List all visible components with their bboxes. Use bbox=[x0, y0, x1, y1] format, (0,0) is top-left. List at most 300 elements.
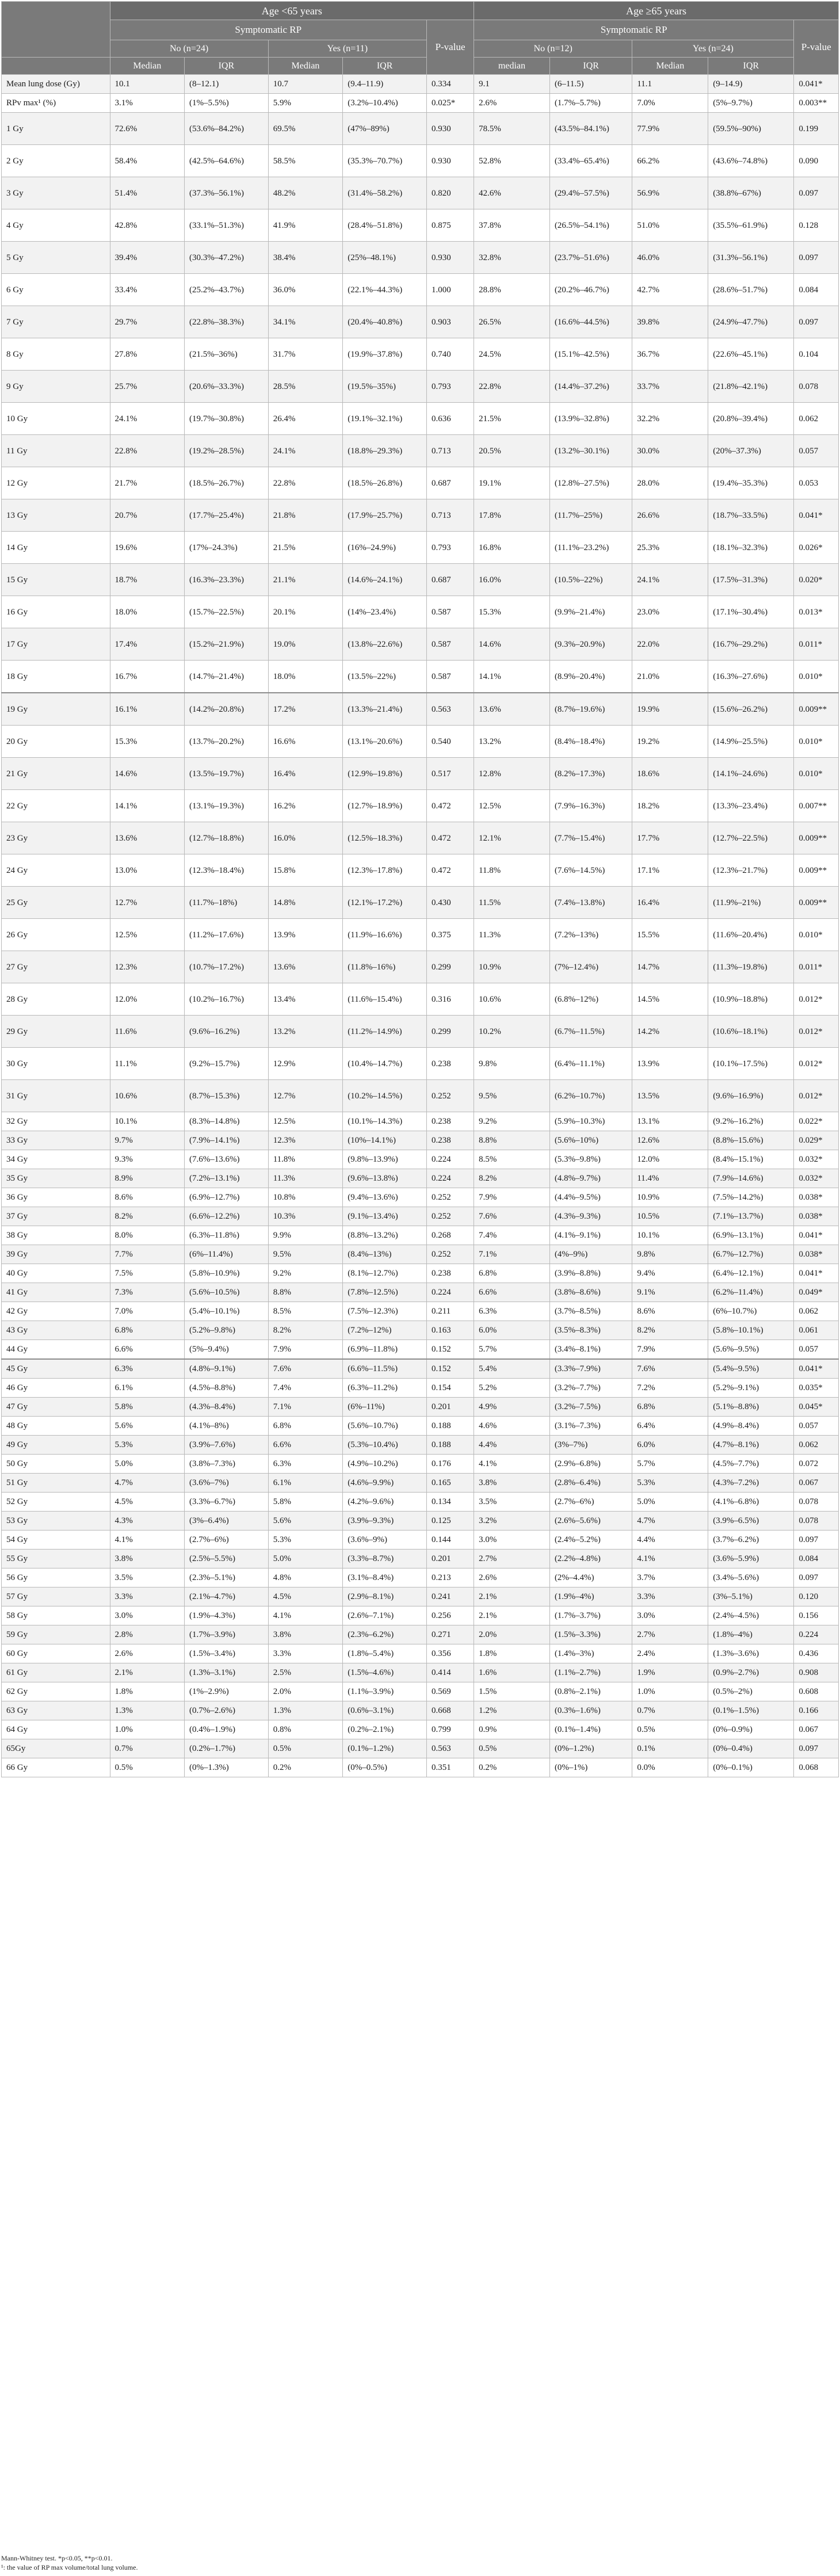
iqr-cell: (7.9%–14.6%) bbox=[708, 1169, 794, 1188]
iqr-cell: (7.8%–12.5%) bbox=[343, 1283, 427, 1302]
median-cell: 2.1% bbox=[474, 1606, 550, 1625]
iqr-cell: (6.6%–12.2%) bbox=[185, 1207, 269, 1226]
iqr-cell: (1%–2.9%) bbox=[185, 1682, 269, 1701]
median-cell: 10.6% bbox=[110, 1080, 185, 1112]
median-cell: 3.3% bbox=[110, 1587, 185, 1606]
iqr-cell: (7.7%–15.4%) bbox=[549, 822, 632, 854]
p-value-cell: 0.608 bbox=[794, 1682, 839, 1701]
median-cell: 8.6% bbox=[632, 1302, 708, 1321]
median-cell: 48.2% bbox=[268, 177, 343, 209]
iqr-cell: (21.8%–42.1%) bbox=[708, 371, 794, 403]
iqr-cell: (3.6%–9%) bbox=[343, 1531, 427, 1550]
iqr-cell: (6.4%–12.1%) bbox=[708, 1264, 794, 1283]
iqr-cell: (15.7%–22.5%) bbox=[185, 596, 269, 628]
p-value-cell: 0.078 bbox=[794, 371, 839, 403]
median-cell: 9.8% bbox=[474, 1048, 550, 1080]
median-cell: 42.8% bbox=[110, 209, 185, 242]
median-cell: 12.5% bbox=[268, 1112, 343, 1131]
iqr-cell: (5.6%–10.5%) bbox=[185, 1283, 269, 1302]
iqr-cell: (35.5%–61.9%) bbox=[708, 209, 794, 242]
p-value-header-lt65: P-value bbox=[426, 20, 474, 75]
median-cell: 16.0% bbox=[268, 822, 343, 854]
median-cell: 8.2% bbox=[632, 1321, 708, 1340]
table-row bbox=[2, 435, 839, 467]
table-row bbox=[2, 1663, 839, 1682]
p-value-cell: 0.793 bbox=[426, 371, 474, 403]
iqr-cell: (4.7%–8.1%) bbox=[708, 1436, 794, 1455]
p-value-cell: 0.020* bbox=[794, 564, 839, 596]
median-cell: 10.8% bbox=[268, 1188, 343, 1207]
p-value-cell: 0.072 bbox=[794, 1455, 839, 1474]
iqr-cell: (6–11.5) bbox=[549, 75, 632, 94]
p-value-cell: 0.224 bbox=[426, 1169, 474, 1188]
median-cell: 3.3% bbox=[268, 1644, 343, 1663]
p-value-cell: 0.057 bbox=[794, 1340, 839, 1360]
iqr-cell: (0%–0.9%) bbox=[708, 1720, 794, 1739]
median-cell: 21.5% bbox=[474, 403, 550, 435]
median-cell: 12.3% bbox=[110, 951, 185, 983]
median-cell: 12.6% bbox=[632, 1131, 708, 1150]
iqr-cell: (6%–10.7%) bbox=[708, 1302, 794, 1321]
p-value-cell: 0.569 bbox=[426, 1682, 474, 1701]
p-value-cell: 0.011* bbox=[794, 951, 839, 983]
iqr-cell: (3.7%–8.5%) bbox=[549, 1302, 632, 1321]
median-cell: 20.5% bbox=[474, 435, 550, 467]
corner-cell bbox=[2, 2, 110, 20]
median-header: Median bbox=[268, 58, 343, 75]
iqr-cell: (8.7%–19.6%) bbox=[549, 693, 632, 726]
p-value-cell: 0.213 bbox=[426, 1569, 474, 1587]
iqr-header: IQR bbox=[708, 58, 794, 75]
iqr-cell: (1.7%–5.7%) bbox=[549, 94, 632, 113]
iqr-cell: (4.1%–9.1%) bbox=[549, 1226, 632, 1245]
median-cell: 19.1% bbox=[474, 467, 550, 499]
p-value-cell: 0.084 bbox=[794, 1550, 839, 1569]
iqr-cell: (3.2%–7.5%) bbox=[549, 1398, 632, 1417]
median-cell: 4.1% bbox=[268, 1606, 343, 1625]
row-label: 26 Gy bbox=[2, 919, 110, 951]
iqr-cell: (3.1%–7.3%) bbox=[549, 1417, 632, 1436]
median-cell: 12.0% bbox=[632, 1150, 708, 1169]
median-cell: 7.1% bbox=[474, 1245, 550, 1264]
table-notes bbox=[1, 2554, 138, 2572]
iqr-cell: (1.5%–4.6%) bbox=[343, 1663, 427, 1682]
median-cell: 12.1% bbox=[474, 822, 550, 854]
iqr-cell: (3.2%–7.7%) bbox=[549, 1379, 632, 1398]
iqr-cell: (8.4%–15.1%) bbox=[708, 1150, 794, 1169]
iqr-cell: (3.7%–6.2%) bbox=[708, 1531, 794, 1550]
table-row bbox=[2, 1436, 839, 1455]
iqr-cell: (7.5%–12.3%) bbox=[343, 1302, 427, 1321]
median-cell: 0.7% bbox=[632, 1701, 708, 1720]
iqr-cell: (10.2%–14.5%) bbox=[343, 1080, 427, 1112]
iqr-cell: (4.5%–7.7%) bbox=[708, 1455, 794, 1474]
p-value-cell: 0.010* bbox=[794, 726, 839, 758]
median-cell: 7.6% bbox=[474, 1207, 550, 1226]
median-cell: 7.9% bbox=[632, 1340, 708, 1360]
iqr-cell: (12.3%–17.8%) bbox=[343, 854, 427, 887]
iqr-cell: (19.4%–35.3%) bbox=[708, 467, 794, 499]
iqr-cell: (10%–14.1%) bbox=[343, 1131, 427, 1150]
iqr-cell: (13.8%–22.6%) bbox=[343, 628, 427, 661]
p-value-cell: 0.238 bbox=[426, 1131, 474, 1150]
row-label: 36 Gy bbox=[2, 1188, 110, 1207]
median-cell: 0.2% bbox=[474, 1758, 550, 1777]
table-row bbox=[2, 951, 839, 983]
iqr-cell: (5.4%–10.1%) bbox=[185, 1302, 269, 1321]
age-lt65-header: Age <65 years bbox=[110, 2, 474, 20]
p-value-cell: 1.000 bbox=[426, 274, 474, 306]
table-row bbox=[2, 790, 839, 822]
median-cell: 3.8% bbox=[474, 1474, 550, 1493]
iqr-cell: (0.2%–2.1%) bbox=[343, 1720, 427, 1739]
median-cell: 24.5% bbox=[474, 338, 550, 371]
median-cell: 30.0% bbox=[632, 435, 708, 467]
p-value-cell: 0.125 bbox=[426, 1512, 474, 1531]
table-row bbox=[2, 499, 839, 532]
median-cell: 5.8% bbox=[268, 1493, 343, 1512]
iqr-cell: (7.6%–13.6%) bbox=[185, 1150, 269, 1169]
iqr-cell: (0.6%–3.1%) bbox=[343, 1701, 427, 1720]
iqr-cell: (4.6%–9.9%) bbox=[343, 1474, 427, 1493]
median-cell: 10.2% bbox=[474, 1016, 550, 1048]
median-cell: 10.5% bbox=[632, 1207, 708, 1226]
iqr-cell: (0%–1%) bbox=[549, 1758, 632, 1777]
p-value-cell: 0.062 bbox=[794, 1302, 839, 1321]
median-cell: 17.1% bbox=[632, 854, 708, 887]
iqr-cell: (9.6%–16.2%) bbox=[185, 1016, 269, 1048]
median-cell: 6.6% bbox=[110, 1340, 185, 1360]
median-cell: 12.9% bbox=[268, 1048, 343, 1080]
iqr-cell: (0.1%–1.5%) bbox=[708, 1701, 794, 1720]
iqr-cell: (2.6%–7.1%) bbox=[343, 1606, 427, 1625]
p-value-cell: 0.154 bbox=[426, 1379, 474, 1398]
iqr-cell: (1.7%–3.7%) bbox=[549, 1606, 632, 1625]
iqr-cell: (47%–89%) bbox=[343, 113, 427, 145]
p-value-cell: 0.009** bbox=[794, 854, 839, 887]
median-cell: 2.4% bbox=[632, 1644, 708, 1663]
p-value-cell: 0.156 bbox=[794, 1606, 839, 1625]
lt65-no-header: No (n=24) bbox=[110, 40, 268, 58]
p-value-cell: 0.587 bbox=[426, 661, 474, 693]
iqr-cell: (15.6%–26.2%) bbox=[708, 693, 794, 726]
iqr-cell: (7.2%–13.1%) bbox=[185, 1169, 269, 1188]
median-cell: 16.1% bbox=[110, 693, 185, 726]
median-cell: 36.0% bbox=[268, 274, 343, 306]
iqr-cell: (25.2%–43.7%) bbox=[185, 274, 269, 306]
iqr-cell: (10.5%–22%) bbox=[549, 564, 632, 596]
median-cell: 6.1% bbox=[268, 1474, 343, 1493]
iqr-cell: (4.3%–7.2%) bbox=[708, 1474, 794, 1493]
iqr-cell: (13.1%–20.6%) bbox=[343, 726, 427, 758]
iqr-cell: (7.2%–13%) bbox=[549, 919, 632, 951]
median-cell: 3.8% bbox=[110, 1550, 185, 1569]
median-cell: 14.6% bbox=[110, 758, 185, 790]
row-label: 56 Gy bbox=[2, 1569, 110, 1587]
median-cell: 6.0% bbox=[474, 1321, 550, 1340]
iqr-cell: (7.2%–12%) bbox=[343, 1321, 427, 1340]
iqr-cell: (4.1%–6.8%) bbox=[708, 1493, 794, 1512]
row-label: 49 Gy bbox=[2, 1436, 110, 1455]
p-value-cell: 0.152 bbox=[426, 1359, 474, 1379]
median-cell: 0.5% bbox=[268, 1739, 343, 1758]
iqr-cell: (13.9%–32.8%) bbox=[549, 403, 632, 435]
iqr-cell: (19.9%–37.8%) bbox=[343, 338, 427, 371]
median-cell: 0.9% bbox=[474, 1720, 550, 1739]
row-label: 63 Gy bbox=[2, 1701, 110, 1720]
median-cell: 20.1% bbox=[268, 596, 343, 628]
median-cell: 6.8% bbox=[268, 1417, 343, 1436]
p-value-cell: 0.062 bbox=[794, 1436, 839, 1455]
table-row bbox=[2, 564, 839, 596]
iqr-cell: (16%–24.9%) bbox=[343, 532, 427, 564]
median-cell: 3.2% bbox=[474, 1512, 550, 1531]
iqr-cell: (16.7%–29.2%) bbox=[708, 628, 794, 661]
table-row bbox=[2, 726, 839, 758]
median-cell: 3.0% bbox=[110, 1606, 185, 1625]
row-label: 38 Gy bbox=[2, 1226, 110, 1245]
median-cell: 4.5% bbox=[268, 1587, 343, 1606]
median-cell: 69.5% bbox=[268, 113, 343, 145]
iqr-cell: (14.7%–21.4%) bbox=[185, 661, 269, 693]
p-value-cell: 0.188 bbox=[426, 1417, 474, 1436]
median-header: median bbox=[474, 58, 550, 75]
table-row bbox=[2, 1644, 839, 1663]
row-label: 40 Gy bbox=[2, 1264, 110, 1283]
row-label: 15 Gy bbox=[2, 564, 110, 596]
iqr-cell: (6.3%–11.8%) bbox=[185, 1226, 269, 1245]
p-value-cell: 0.078 bbox=[794, 1493, 839, 1512]
iqr-cell: (10.7%–17.2%) bbox=[185, 951, 269, 983]
median-cell: 6.3% bbox=[474, 1302, 550, 1321]
median-cell: 32.8% bbox=[474, 242, 550, 274]
table-row bbox=[2, 1701, 839, 1720]
iqr-cell: (4.3%–8.4%) bbox=[185, 1398, 269, 1417]
median-cell: 42.6% bbox=[474, 177, 550, 209]
median-cell: 0.5% bbox=[474, 1739, 550, 1758]
iqr-cell: (43.5%–84.1%) bbox=[549, 113, 632, 145]
iqr-cell: (2.9%–6.8%) bbox=[549, 1455, 632, 1474]
iqr-cell: (15.1%–42.5%) bbox=[549, 338, 632, 371]
p-value-cell: 0.041* bbox=[794, 75, 839, 94]
median-cell: 6.6% bbox=[268, 1436, 343, 1455]
p-value-cell: 0.041* bbox=[794, 499, 839, 532]
p-value-cell: 0.097 bbox=[794, 1531, 839, 1550]
iqr-cell: (13.5%–19.7%) bbox=[185, 758, 269, 790]
table-row bbox=[2, 274, 839, 306]
median-cell: 5.8% bbox=[110, 1398, 185, 1417]
corner-cell bbox=[2, 20, 110, 40]
p-value-cell: 0.011* bbox=[794, 628, 839, 661]
median-cell: 1.8% bbox=[474, 1644, 550, 1663]
median-cell: 13.5% bbox=[632, 1080, 708, 1112]
iqr-cell: (19.5%–35%) bbox=[343, 371, 427, 403]
iqr-cell: (31.4%–58.2%) bbox=[343, 177, 427, 209]
iqr-cell: (7.9%–16.3%) bbox=[549, 790, 632, 822]
iqr-cell: (2.5%–5.5%) bbox=[185, 1550, 269, 1569]
median-cell: 18.0% bbox=[110, 596, 185, 628]
p-value-cell: 0.224 bbox=[426, 1150, 474, 1169]
row-label: 61 Gy bbox=[2, 1663, 110, 1682]
median-cell: 2.5% bbox=[268, 1663, 343, 1682]
p-value-cell: 0.211 bbox=[426, 1302, 474, 1321]
median-cell: 16.7% bbox=[110, 661, 185, 693]
p-value-cell: 0.012* bbox=[794, 1080, 839, 1112]
median-cell: 21.8% bbox=[268, 499, 343, 532]
iqr-cell: (9.3%–20.9%) bbox=[549, 628, 632, 661]
row-label: 52 Gy bbox=[2, 1493, 110, 1512]
median-cell: 6.8% bbox=[110, 1321, 185, 1340]
median-cell: 11.6% bbox=[110, 1016, 185, 1048]
median-cell: 19.9% bbox=[632, 693, 708, 726]
table-row bbox=[2, 596, 839, 628]
median-cell: 16.0% bbox=[474, 564, 550, 596]
median-cell: 15.5% bbox=[632, 919, 708, 951]
median-cell: 7.9% bbox=[268, 1340, 343, 1360]
median-cell: 3.5% bbox=[110, 1569, 185, 1587]
table-row bbox=[2, 1569, 839, 1587]
iqr-cell: (5.1%–8.8%) bbox=[708, 1398, 794, 1417]
median-cell: 7.0% bbox=[110, 1302, 185, 1321]
p-value-cell: 0.740 bbox=[426, 338, 474, 371]
p-value-cell: 0.241 bbox=[426, 1587, 474, 1606]
median-cell: 1.6% bbox=[474, 1663, 550, 1682]
iqr-cell: (6%–11%) bbox=[343, 1398, 427, 1417]
median-cell: 17.4% bbox=[110, 628, 185, 661]
table-row bbox=[2, 1587, 839, 1606]
p-value-cell: 0.166 bbox=[794, 1701, 839, 1720]
median-cell: 6.1% bbox=[110, 1379, 185, 1398]
note-rpv-definition: ¹: the value of RP max volume/total lung volume. bbox=[1, 2563, 138, 2571]
iqr-cell: (2%–4.4%) bbox=[549, 1569, 632, 1587]
median-cell: 11.8% bbox=[474, 854, 550, 887]
iqr-cell: (12.7%–18.9%) bbox=[343, 790, 427, 822]
median-cell: 9.2% bbox=[474, 1112, 550, 1131]
median-cell: 14.2% bbox=[632, 1016, 708, 1048]
p-value-cell: 0.067 bbox=[794, 1474, 839, 1493]
median-cell: 17.2% bbox=[268, 693, 343, 726]
median-cell: 4.3% bbox=[110, 1512, 185, 1531]
row-label: 27 Gy bbox=[2, 951, 110, 983]
iqr-cell: (5%–9.7%) bbox=[708, 94, 794, 113]
p-value-cell: 0.032* bbox=[794, 1150, 839, 1169]
median-cell: 7.3% bbox=[110, 1283, 185, 1302]
iqr-cell: (4.8%–9.1%) bbox=[185, 1359, 269, 1379]
p-value-cell: 0.104 bbox=[794, 338, 839, 371]
row-label: 2 Gy bbox=[2, 145, 110, 177]
table-row bbox=[2, 371, 839, 403]
iqr-cell: (9.2%–15.7%) bbox=[185, 1048, 269, 1080]
iqr-cell: (6.2%–10.7%) bbox=[549, 1080, 632, 1112]
iqr-cell: (10.1%–17.5%) bbox=[708, 1048, 794, 1080]
row-label: 35 Gy bbox=[2, 1169, 110, 1188]
iqr-cell: (8.8%–15.6%) bbox=[708, 1131, 794, 1150]
median-cell: 10.9% bbox=[632, 1188, 708, 1207]
iqr-cell: (29.4%–57.5%) bbox=[549, 177, 632, 209]
median-cell: 14.6% bbox=[474, 628, 550, 661]
table-row bbox=[2, 1398, 839, 1417]
row-label: 6 Gy bbox=[2, 274, 110, 306]
row-label: 16 Gy bbox=[2, 596, 110, 628]
iqr-cell: (1%–5.5%) bbox=[185, 94, 269, 113]
row-label: 13 Gy bbox=[2, 499, 110, 532]
row-label: 53 Gy bbox=[2, 1512, 110, 1531]
p-value-cell: 0.010* bbox=[794, 919, 839, 951]
median-cell: 4.5% bbox=[110, 1493, 185, 1512]
median-cell: 3.8% bbox=[268, 1625, 343, 1644]
iqr-cell: (4.4%–9.5%) bbox=[549, 1188, 632, 1207]
p-value-cell: 0.188 bbox=[426, 1436, 474, 1455]
p-value-cell: 0.032* bbox=[794, 1169, 839, 1188]
median-cell: 16.8% bbox=[474, 532, 550, 564]
row-label: 24 Gy bbox=[2, 854, 110, 887]
median-cell: 0.0% bbox=[632, 1758, 708, 1777]
iqr-cell: (9.4–11.9) bbox=[343, 75, 427, 94]
iqr-cell: (0.3%–1.6%) bbox=[549, 1701, 632, 1720]
iqr-cell: (33.1%–51.3%) bbox=[185, 209, 269, 242]
iqr-cell: (3.6%–7%) bbox=[185, 1474, 269, 1493]
table-row bbox=[2, 177, 839, 209]
table-row bbox=[2, 1080, 839, 1112]
p-value-cell: 0.010* bbox=[794, 661, 839, 693]
median-cell: 34.1% bbox=[268, 306, 343, 338]
median-cell: 29.7% bbox=[110, 306, 185, 338]
iqr-cell: (3.8%–7.3%) bbox=[185, 1455, 269, 1474]
median-cell: 12.5% bbox=[110, 919, 185, 951]
iqr-cell: (22.1%–44.3%) bbox=[343, 274, 427, 306]
p-value-cell: 0.009** bbox=[794, 887, 839, 919]
p-value-cell: 0.165 bbox=[426, 1474, 474, 1493]
row-label: 62 Gy bbox=[2, 1682, 110, 1701]
median-cell: 4.8% bbox=[268, 1569, 343, 1587]
iqr-cell: (2.1%–4.7%) bbox=[185, 1587, 269, 1606]
iqr-cell: (9.6%–13.8%) bbox=[343, 1169, 427, 1188]
table-row bbox=[2, 113, 839, 145]
iqr-cell: (8.9%–20.4%) bbox=[549, 661, 632, 693]
iqr-cell: (0%–0.1%) bbox=[708, 1758, 794, 1777]
median-cell: 8.2% bbox=[474, 1169, 550, 1188]
median-cell: 8.2% bbox=[110, 1207, 185, 1226]
note-statistics: Mann-Whitney test. *p<0.05, **p<0.01. bbox=[1, 2554, 113, 2562]
iqr-cell: (2.9%–8.1%) bbox=[343, 1587, 427, 1606]
table-row bbox=[2, 532, 839, 564]
iqr-cell: (23.7%–51.6%) bbox=[549, 242, 632, 274]
iqr-cell: (0.5%–2%) bbox=[708, 1682, 794, 1701]
p-value-cell: 0.201 bbox=[426, 1398, 474, 1417]
table-row bbox=[2, 1625, 839, 1644]
iqr-cell: (5.8%–10.9%) bbox=[185, 1264, 269, 1283]
iqr-cell: (38.8%–67%) bbox=[708, 177, 794, 209]
row-label: 64 Gy bbox=[2, 1720, 110, 1739]
table-row bbox=[2, 1417, 839, 1436]
median-cell: 13.6% bbox=[474, 693, 550, 726]
ge65-no-header: No (n=12) bbox=[474, 40, 632, 58]
iqr-cell: (20.2%–46.7%) bbox=[549, 274, 632, 306]
median-cell: 26.5% bbox=[474, 306, 550, 338]
p-value-cell: 0.334 bbox=[426, 75, 474, 94]
median-cell: 22.0% bbox=[632, 628, 708, 661]
row-label: 45 Gy bbox=[2, 1359, 110, 1379]
iqr-cell: (0%–0.5%) bbox=[343, 1758, 427, 1777]
p-value-cell: 0.875 bbox=[426, 209, 474, 242]
median-cell: 4.6% bbox=[474, 1417, 550, 1436]
median-cell: 37.8% bbox=[474, 209, 550, 242]
iqr-cell: (19.7%–30.8%) bbox=[185, 403, 269, 435]
iqr-cell: (5.2%–9.8%) bbox=[185, 1321, 269, 1340]
median-cell: 7.4% bbox=[474, 1226, 550, 1245]
median-cell: 46.0% bbox=[632, 242, 708, 274]
median-cell: 0.2% bbox=[268, 1758, 343, 1777]
